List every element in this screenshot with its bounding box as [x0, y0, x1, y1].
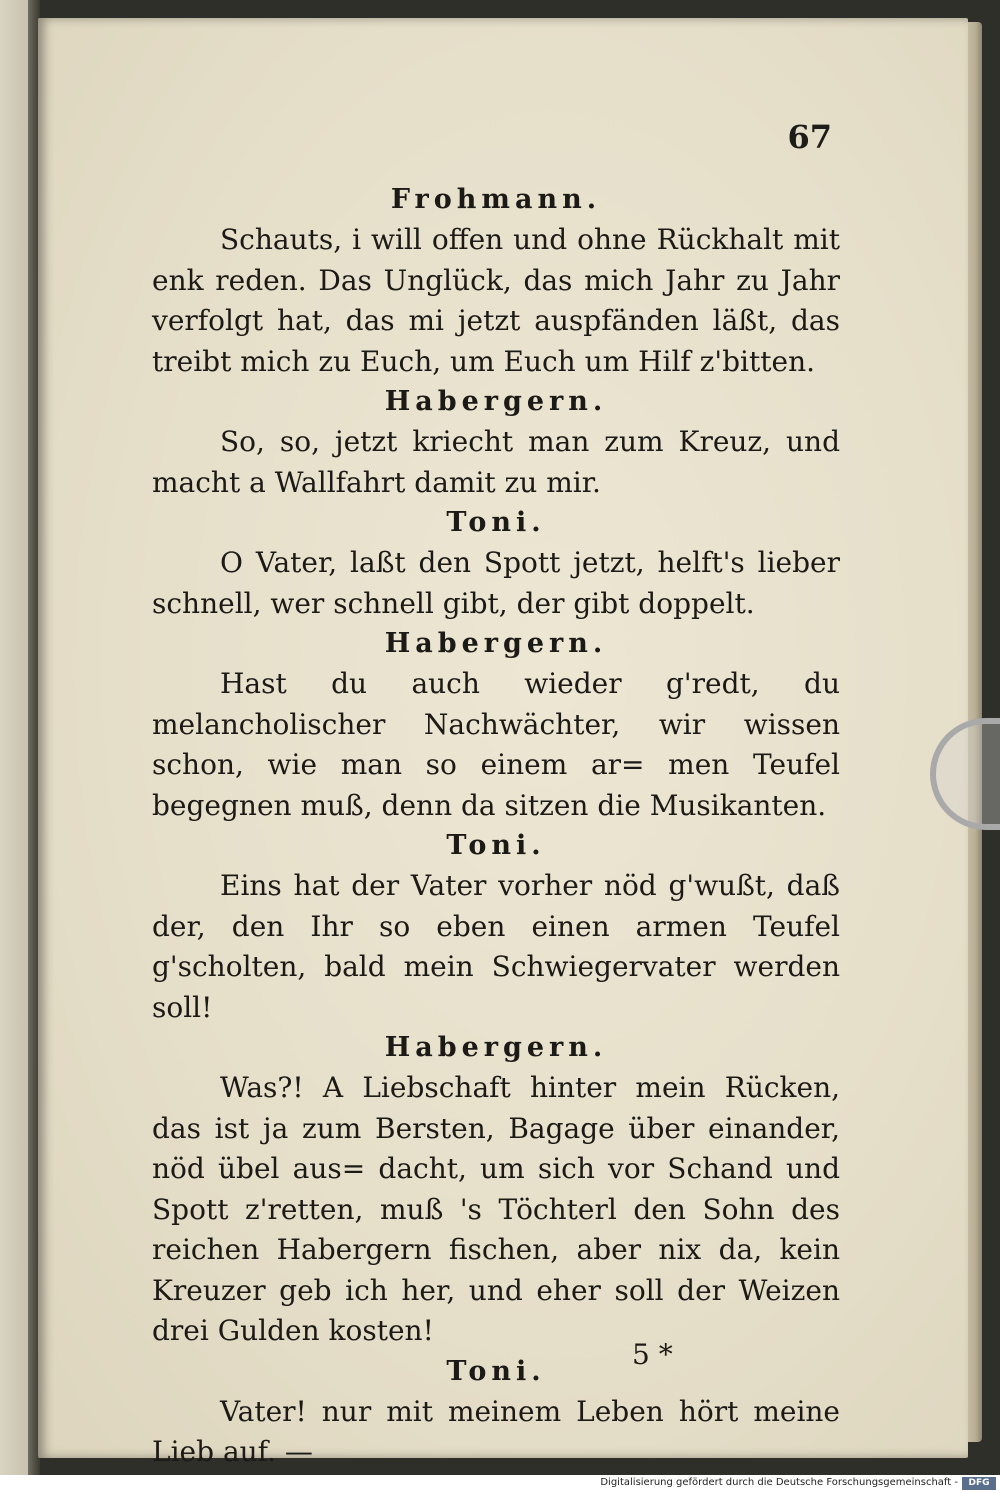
- dialogue-paragraph: So, so, jetzt kriecht man zum Kreuz, und macht a Wallfahrt damit zu mir.: [152, 425, 840, 499]
- dialogue-paragraph: Schauts, i will offen und ohne Rückhalt mit enk reden. Das Unglück, das mich Jahr zu Jahr verfolgt hat, das mi jetzt auspfänden läßt, das treibt mich zu Euch, um Euch um Hilf z'bitten.: [152, 223, 840, 378]
- funding-credit: Digitalisierung gefördert durch die Deutsche Forschungsgemeinschaft -: [600, 1477, 958, 1488]
- dialogue-paragraph: Vater! nur mit meinem Leben hört meine Lieb auf. —: [152, 1394, 840, 1468]
- speaker-name: Toni.: [446, 830, 546, 861]
- speaker-name: Toni.: [446, 1355, 546, 1387]
- speaker-name: Habergern.: [384, 628, 608, 659]
- speaker-name: Toni.: [446, 507, 546, 538]
- footer-bar: [0, 1475, 1000, 1493]
- dialogue-paragraph: Eins hat der Vater vorher nöd g'wußt, daß der, den Ihr so eben einen armen Teufel g'scholten, bald mein Schwiegervater werden soll!: [152, 869, 840, 1024]
- dfg-logo: DFG: [962, 1477, 996, 1490]
- speaker-name: Habergern.: [384, 1032, 608, 1063]
- dialogue-paragraph: Hast du auch wieder g'redt, du melancholischer Nachwächter, wir wissen schon, wie man so einem ar= men Teufel begegnen muß, denn da sitzen die Musikanten.: [152, 667, 840, 822]
- speaker-name: Frohmann.: [390, 184, 602, 215]
- dialogue-paragraph: Was?! A Liebschaft hinter mein Rücken, das ist ja zum Bersten, Bagage über einander, nöd übel aus= dacht, um sich vor Schand und Spott z'retten, muß 's Töchterl den Sohn des reichen Habergern fischen, aber nix da, kein Kreuzer geb ich her, und eher soll der Weizen drei Gulden kosten!: [152, 1071, 840, 1347]
- left-page-edge: [0, 0, 28, 1475]
- page-number: 67: [787, 118, 832, 156]
- signature-mark: 5 *: [632, 1338, 673, 1371]
- dialogue-paragraph: O Vater, laßt den Spott jetzt, helft's lieber schnell, wer schnell gibt, der gibt doppelt.: [152, 546, 840, 620]
- play-text: [152, 180, 840, 1473]
- speaker-name: Habergern.: [384, 386, 608, 417]
